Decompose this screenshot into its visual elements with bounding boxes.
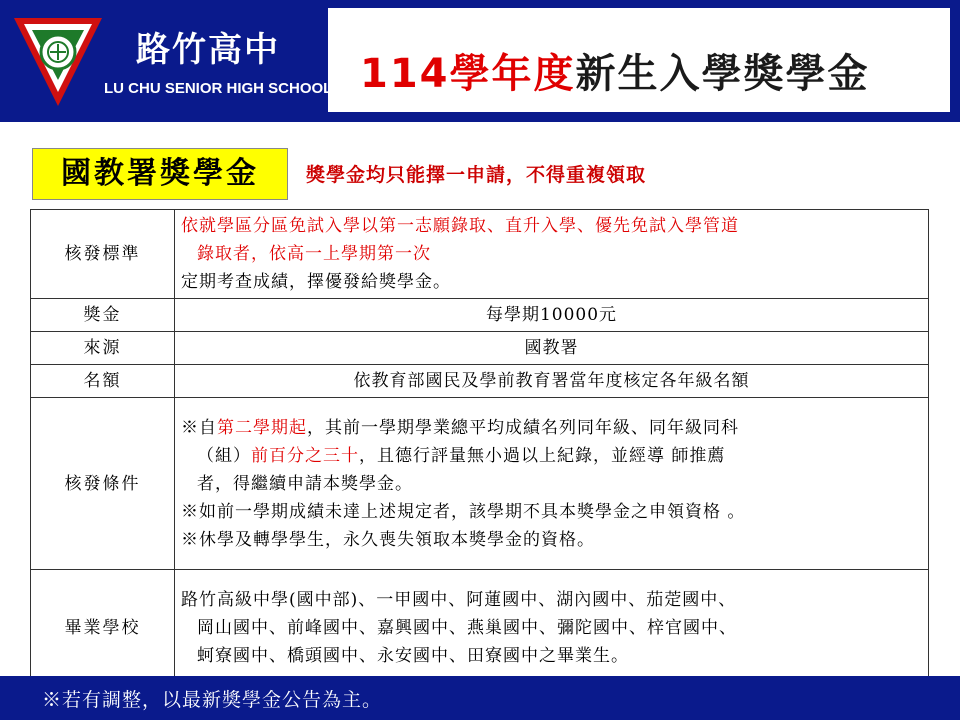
school-name-cn: 路竹高中 bbox=[136, 30, 280, 70]
school-name-en: LU CHU SENIOR HIGH SCHOOL bbox=[104, 80, 333, 97]
table-row bbox=[31, 398, 929, 570]
table-row bbox=[31, 210, 929, 299]
scholarship-table bbox=[30, 209, 929, 686]
condition-line: ※如前一學期成績未達上述規定者，該學期不具本獎學金之申領資格 。 bbox=[181, 501, 746, 522]
criteria-line: 錄取者，依高一上學期第一次 bbox=[197, 244, 431, 264]
condition-line: ※休學及轉學學生，永久喪失領取本獎學金的資格。 bbox=[181, 529, 595, 550]
condition-line: ※自第二學期起，其前一學期學業總平均成績名列同年級、同年級同科 bbox=[181, 417, 739, 438]
row-label: 名額 bbox=[31, 365, 175, 398]
table-row bbox=[31, 365, 929, 398]
page-title bbox=[360, 42, 870, 99]
scholarship-note: 獎學金均只能擇一申請，不得重複領取 bbox=[306, 164, 647, 186]
table-row bbox=[31, 332, 929, 365]
criteria-line: 依就學區分區免試入學以第一志願錄取、直升入學、優先免試入學管道 bbox=[181, 216, 739, 236]
row-label: 核發條件 bbox=[31, 398, 175, 570]
row-value: 國教署 bbox=[175, 332, 929, 365]
school-line: 路竹高級中學(國中部)、一甲國中、阿蓮國中、湖內國中、茄萣國中、 bbox=[181, 589, 737, 610]
table-row bbox=[31, 570, 929, 686]
title-subject: 新生入學獎學金 bbox=[575, 51, 870, 97]
scholarship-badge: 國教署獎學金 bbox=[32, 148, 288, 200]
row-value bbox=[175, 570, 929, 686]
school-line: 蚵寮國中、橋頭國中、永安國中、田寮國中之畢業生。 bbox=[197, 645, 629, 666]
row-label: 核發標準 bbox=[31, 210, 175, 299]
school-logo-block bbox=[8, 8, 333, 112]
row-label: 來源 bbox=[31, 332, 175, 365]
school-line: 岡山國中、前峰國中、嘉興國中、燕巢國中、彌陀國中、梓官國中、 bbox=[197, 617, 737, 638]
condition-line: （組）前百分之三十，且德行評量無小過以上紀錄，並經導 師推薦 bbox=[197, 445, 726, 466]
header-banner bbox=[0, 0, 960, 122]
row-value bbox=[175, 398, 929, 570]
row-value: 每學期10000元 bbox=[175, 299, 929, 332]
table-row bbox=[31, 299, 929, 332]
title-year: 114學年度 bbox=[360, 51, 576, 97]
row-value bbox=[175, 210, 929, 299]
row-value: 依教育部國民及學前教育署當年度核定各年級名額 bbox=[175, 365, 929, 398]
footer-banner bbox=[0, 676, 960, 720]
row-label: 獎金 bbox=[31, 299, 175, 332]
row-label: 畢業學校 bbox=[31, 570, 175, 686]
condition-line: 者，得繼續申請本獎學金。 bbox=[197, 473, 413, 494]
footer-note: ※若有調整，以最新獎學金公告為主。 bbox=[42, 689, 383, 711]
header-inner bbox=[8, 8, 950, 112]
school-emblem-icon bbox=[10, 10, 106, 110]
criteria-line: 定期考查成績，擇優發給獎學金。 bbox=[181, 272, 451, 292]
